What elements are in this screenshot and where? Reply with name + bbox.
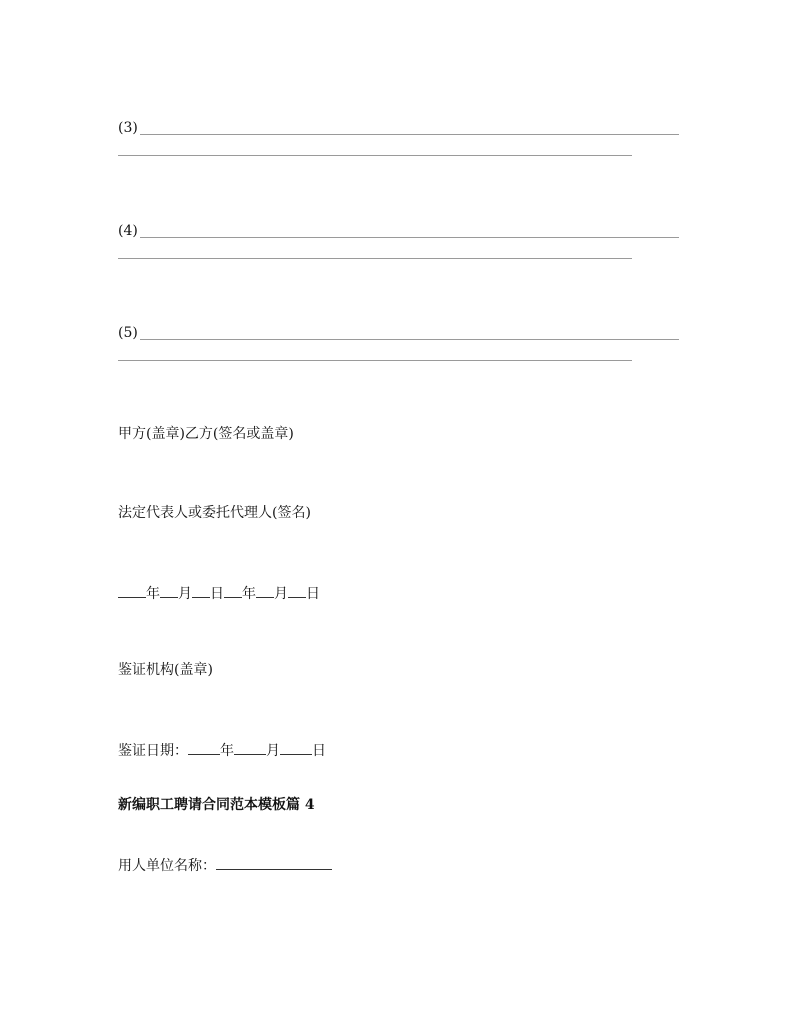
employer-name-line (118, 855, 332, 875)
month-blank[interactable] (234, 740, 266, 755)
year-label: 年 (242, 586, 256, 602)
employer-name-label: 用人单位名称： (118, 858, 216, 874)
day-blank[interactable] (288, 583, 306, 598)
fill-in-line[interactable] (118, 360, 632, 361)
day-blank[interactable] (192, 583, 210, 598)
notary-date-label: 鉴证日期： (118, 743, 188, 759)
year-blank[interactable] (118, 583, 146, 598)
signing-date-line (118, 583, 320, 603)
clause-number: (4) (118, 223, 138, 239)
year-label: 年 (220, 743, 234, 759)
year-label: 年 (146, 586, 160, 602)
day-blank[interactable] (280, 740, 312, 755)
notary-stamp-line: 鉴证机构(盖章) (118, 662, 213, 678)
clause-number: (5) (118, 325, 138, 341)
year-blank[interactable] (188, 740, 220, 755)
day-label: 日 (312, 743, 326, 759)
fill-in-line[interactable] (118, 258, 632, 259)
day-label: 日 (210, 586, 224, 602)
month-label: 月 (178, 586, 192, 602)
clause-number: (3) (118, 120, 138, 136)
notary-date-line (118, 740, 326, 760)
month-label: 月 (274, 586, 288, 602)
day-label: 日 (306, 586, 320, 602)
fill-in-line[interactable] (140, 134, 679, 135)
employer-name-blank[interactable] (216, 855, 332, 870)
clause-5 (118, 324, 679, 342)
month-blank[interactable] (256, 583, 274, 598)
month-blank[interactable] (160, 583, 178, 598)
fill-in-line[interactable] (140, 339, 679, 340)
year-blank[interactable] (224, 583, 242, 598)
fill-in-line[interactable] (118, 155, 632, 156)
party-signature-line: 甲方(盖章)乙方(签名或盖章) (118, 426, 294, 442)
clause-3 (118, 119, 679, 137)
fill-in-line[interactable] (140, 237, 679, 238)
month-label: 月 (266, 743, 280, 759)
section-heading: 新编职工聘请合同范本模板篇 4 (118, 797, 315, 813)
clause-4 (118, 222, 679, 240)
representative-signature-line: 法定代表人或委托代理人(签名) (118, 505, 311, 521)
